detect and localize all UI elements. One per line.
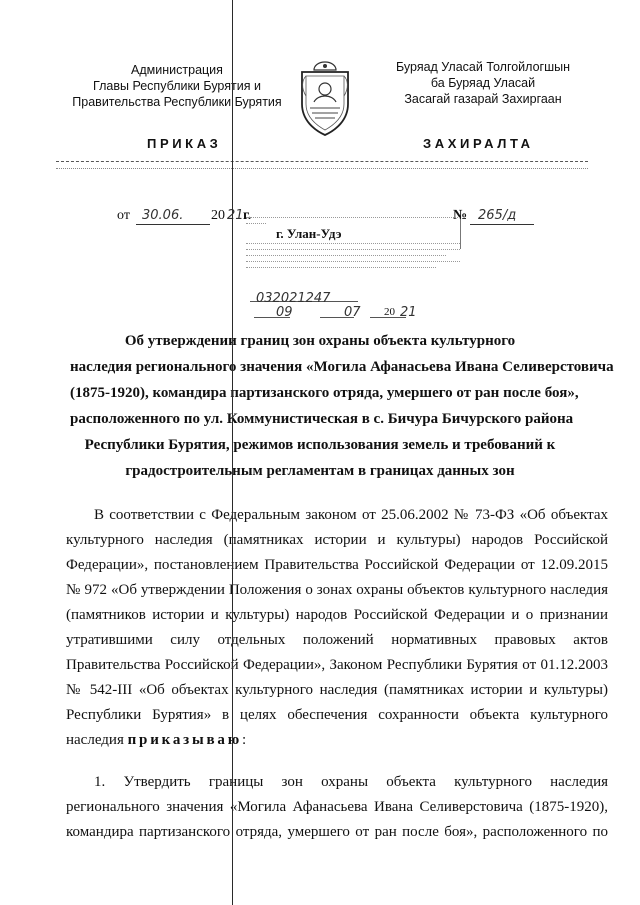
number-underline xyxy=(470,224,534,225)
handwritten-reg-day: 09 xyxy=(276,305,293,320)
handwritten-reg-month: 07 xyxy=(344,305,361,320)
document-title xyxy=(70,328,614,484)
paragraph-last-line xyxy=(66,728,608,753)
handwritten-year: 21 xyxy=(227,208,244,223)
order-title-ru: ПРИКАЗ xyxy=(147,136,222,151)
paragraph-line: Федерации», постановлением Правительства Российской Федерации от 12.09.2015 xyxy=(66,557,608,573)
preamble-paragraph xyxy=(66,503,608,753)
number-label: № xyxy=(453,208,468,223)
title-line: Об утверждении границ зон охраны объекта культурного xyxy=(124,333,516,349)
header-left-line: Главы Республики Бурятия и xyxy=(93,79,261,93)
order-title-bua: ЗАХИРАЛТА xyxy=(423,136,534,151)
header-right-line: Засагай газарай Захиргаан xyxy=(404,92,562,106)
handwritten-registration-number: 032021247 xyxy=(256,291,331,306)
paragraph-line: (памятников истории и культуры) народов Российской Федерации и о признании xyxy=(66,607,608,623)
day-month-underline xyxy=(136,224,210,225)
title-line: наследия регионального значения «Могила Афанасьева Ивана Селиверстовича xyxy=(70,359,614,375)
header-left-block xyxy=(62,62,292,110)
paragraph-text: наследия xyxy=(66,732,124,748)
handwritten-reg-year: 21 xyxy=(400,305,417,320)
paragraph-line: № 972 «Об утверждении Положения о зонах охраны объектов культурного наследия xyxy=(66,582,608,598)
year-prefix: 20 xyxy=(211,208,225,223)
handwritten-day-month: 30.06. xyxy=(142,208,184,223)
header-right-block xyxy=(378,59,588,107)
handwritten-order-number: 265/д xyxy=(478,208,517,223)
coat-of-arms-emblem xyxy=(296,58,354,138)
registration-date xyxy=(258,305,458,325)
paragraph-line: командира партизанского отряда, умершего от ран после боя», расположенного по xyxy=(66,824,608,840)
city-abbreviation: г. xyxy=(243,208,252,223)
paragraph-line: Республики Бурятия» в целях обеспечения сохранности объекта культурного xyxy=(66,707,608,723)
stamp-city: г. Улан-Удэ xyxy=(276,226,342,241)
header-right-line: Буряад Уласай Толгойлогшын xyxy=(395,60,571,74)
title-line: расположенного по ул. Коммунистическая в с. Бичура Бичурского района xyxy=(70,411,574,427)
scan-fold-line xyxy=(232,0,233,905)
order-keyword: приказываю xyxy=(127,732,242,748)
header-left-line: Правительства Республики Бурятия xyxy=(72,95,282,109)
paragraph-line: регионального значения «Могила Афанасьева Ивана Селиверстовича (1875-1920), xyxy=(66,799,608,815)
paragraph-line: № 542-III «Об объектах культурного наследия (памятниках истории и культуры) xyxy=(66,682,608,698)
header-divider xyxy=(56,161,588,169)
item-1-paragraph xyxy=(66,770,608,845)
title-line: Республики Бурятия, режимов использования земель и требований к xyxy=(84,437,556,453)
header-right-line: ба Буряад Уласай xyxy=(430,76,536,90)
paragraph-line: В соответствии с Федеральным законом от 25.06.2002 № 73-ФЗ «Об объектах xyxy=(94,507,608,523)
paragraph-line: утратившими силу отдельных положений нормативных правовых актов xyxy=(66,632,608,648)
title-line: градостроительным регламентам в границах данных зон xyxy=(125,463,515,479)
paragraph-line: Правительства Российской Федерации», Законом Республики Бурятия от 01.12.2003 xyxy=(66,657,608,673)
reg-year-prefix: 20 xyxy=(384,306,395,318)
paragraph-line: культурного наследия (памятниках истории и культуры) народов Российской xyxy=(66,532,608,548)
paragraph-line: 1. Утвердить границы зон охраны объекта культурного наследия xyxy=(94,774,608,790)
header-left-line: Администрация xyxy=(131,63,223,77)
colon: : xyxy=(241,732,247,748)
from-label: от xyxy=(117,208,130,223)
title-line: (1875-1920), командира партизанского отряда, умершего от ран после боя», xyxy=(70,385,579,401)
